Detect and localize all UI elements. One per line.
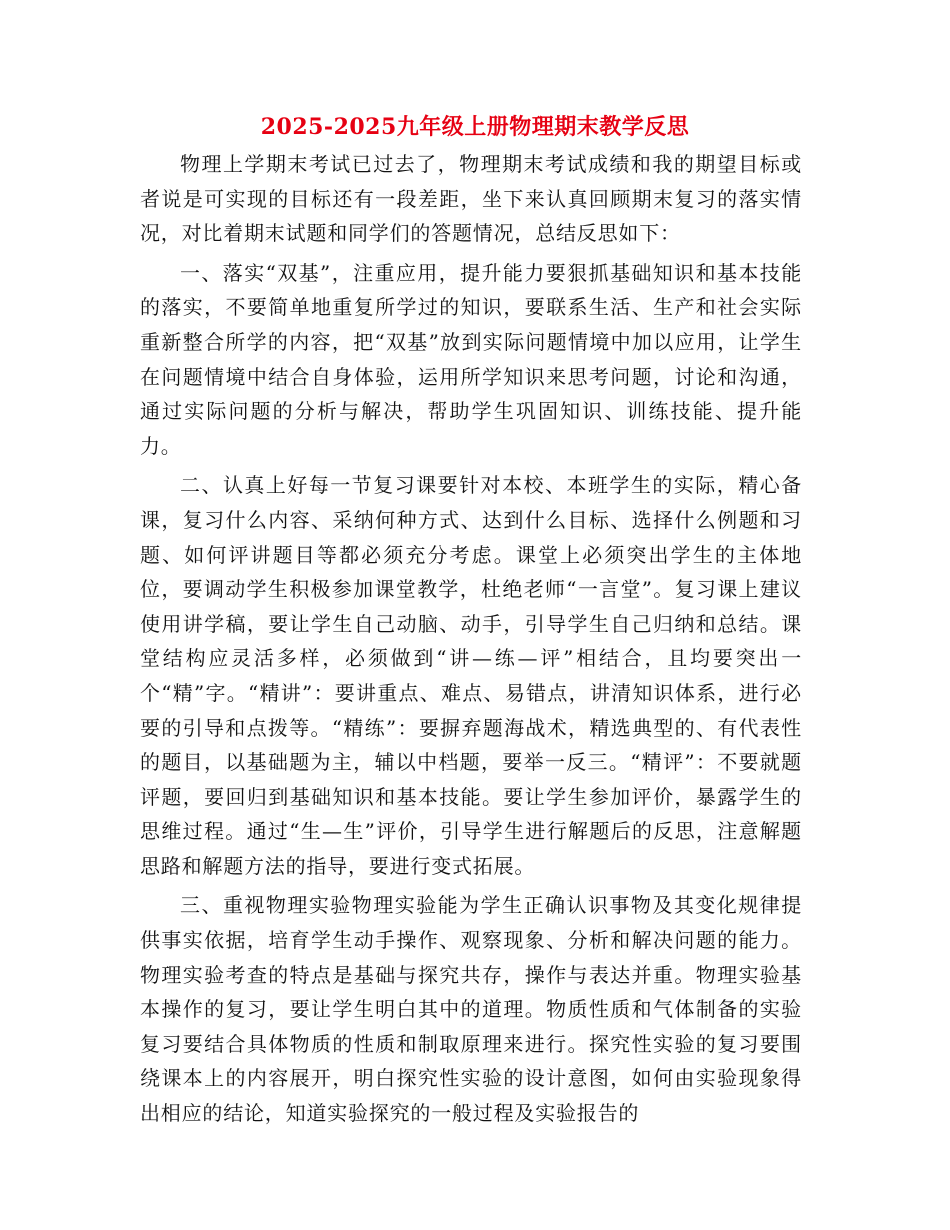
paragraph-section-3: 三、重视物理实验物理实验能为学生正确认识事物及其变化规律提供事实依据，培育学生动手操作、观察现象、分析和解决问题的能力。物理实验考查的特点是基础与探究共存，操作与表达并重。物理实验基本操作的复习，要让学生明白其中的道理。物质性质和气体制备的实验复习要结合具体物质的性质和制取原理来进行。探究性实验的复习要围绕课本上的内容展开，明白探究性实验的设计意图，如何由实验现象得出相应的结论，知道实验探究的一般过程及实验报告的 (140, 893, 802, 1126)
document-body (140, 147, 802, 1131)
document-title: 2025-2025九年级上册物理期末教学反思 (260, 114, 690, 140)
paragraph-section-1: 一、落实“双基”，注重应用，提升能力要狠抓基础知识和基本技能的落实，不要简单地重复所学过的知识，要联系生活、生产和社会实际重新整合所学的内容，把“双基”放到实际问题情境中加以应用，让学生在问题情境中结合自身体验，运用所学知识来思考问题，讨论和沟通，通过实际问题的分析与解决，帮助学生巩固知识、训练技能、提升能力。 (140, 260, 802, 458)
paragraph-section-2: 二、认真上好每一节复习课要针对本校、本班学生的实际，精心备课，复习什么内容、采纳何种方式、达到什么目标、选择什么例题和习题、如何评讲题目等都必须充分考虑。课堂上必须突出学生的主体地位，要调动学生积极参加课堂教学，杜绝老师“一言堂”。复习课上建议使用讲学稿，要让学生自己动脑、动手，引导学生自己归纳和总结。课堂结构应灵活多样，必须做到“讲—练—评”相结合，且均要突出一个“精”字。“精讲”：要讲重点、难点、易错点，讲清知识体系，进行必要的引导和点拨等。“精练”：要摒弃题海战术，精选典型的、有代表性的题目，以基础题为主，辅以中档题，要举一反三。“精评”：不要就题评题，要回归到基础知识和基本技能。要让学生参加评价，暴露学生的思维过程。通过“生—生”评价，引导学生进行解题后的反思，注意解题思路和解题方法的指导，要进行变式拓展。 (140, 473, 802, 878)
paragraph-intro: 物理上学期末考试已过去了，物理期末考试成绩和我的期望目标或者说是可实现的目标还有一段差距，坐下来认真回顾期末复习的落实情况，对比着期末试题和同学们的答题情况，总结反思如下： (140, 152, 802, 246)
